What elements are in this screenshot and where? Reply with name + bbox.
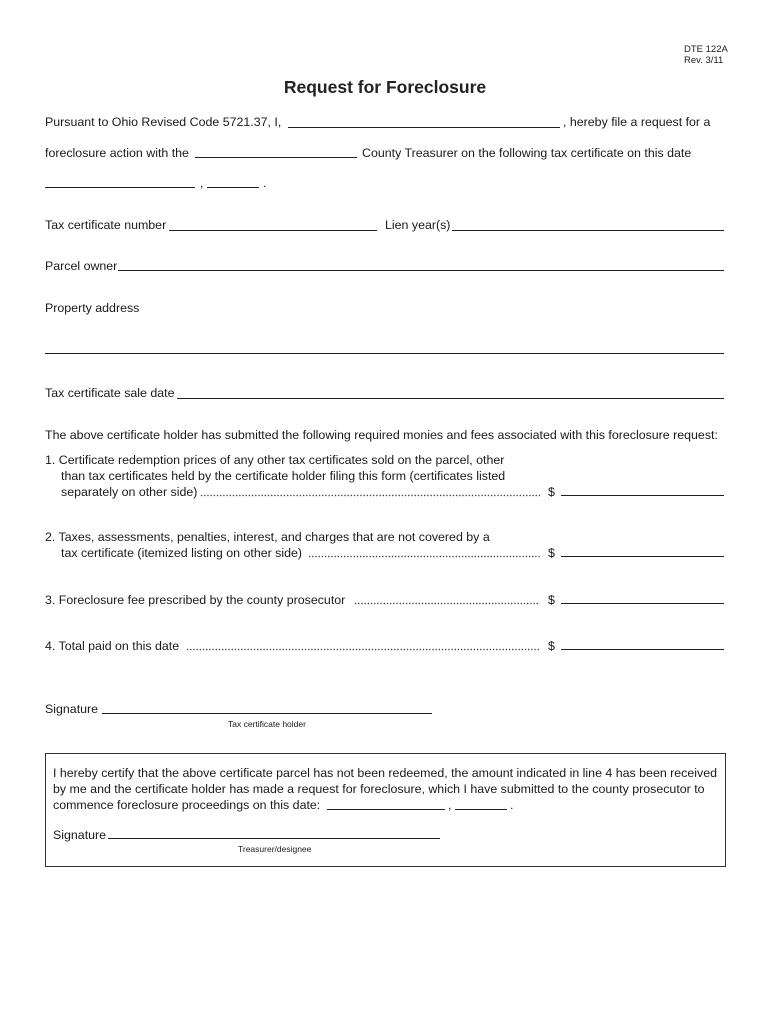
tax-certificate-number-label: Tax certificate number xyxy=(45,218,167,232)
item2-line1: 2. Taxes, assessments, penalties, interest, and charges that are not covered by a xyxy=(45,530,490,544)
item2-leader xyxy=(308,547,540,559)
form-number: DTE 122A xyxy=(684,44,728,55)
item3-amount-field[interactable] xyxy=(561,603,724,604)
item1-amount-field[interactable] xyxy=(561,495,724,496)
property-address-label: Property address xyxy=(45,301,140,315)
item3-leader xyxy=(354,594,540,606)
intro-line1-suffix: , hereby file a request for a xyxy=(563,115,711,129)
item3-line1: 3. Foreclosure fee prescribed by the county prosecutor xyxy=(45,593,346,607)
signature-label: Signature xyxy=(45,702,99,716)
treasurer-signature-caption: Treasurer/designee xyxy=(238,844,312,854)
treasurer-line3: commence foreclosure proceedings on this date: xyxy=(53,798,321,812)
holder-signature-field[interactable] xyxy=(102,713,432,714)
certification-year-field[interactable] xyxy=(455,809,507,810)
intro-line2-prefix: foreclosure action with the xyxy=(45,146,189,160)
item4-currency: $ xyxy=(548,639,555,653)
sale-date-field[interactable] xyxy=(177,398,724,399)
request-date-field[interactable] xyxy=(45,187,195,188)
treasurer-line1: I hereby certify that the above certificate parcel has not been redeemed, the amount indicated in line 4 has been received xyxy=(53,766,718,780)
item3-currency: $ xyxy=(548,593,555,607)
treasurer-line2: by me and the certificate holder has made a request for foreclosure, which I have submitted to the county prosecutor to xyxy=(53,782,705,796)
item1-line3: separately on other side) xyxy=(61,485,198,499)
item2-currency: $ xyxy=(548,546,555,560)
parcel-owner-field[interactable] xyxy=(118,270,724,271)
item2-amount-field[interactable] xyxy=(561,556,724,557)
certification-date-period: . xyxy=(510,798,514,812)
parcel-owner-label: Parcel owner xyxy=(45,259,118,273)
certification-date-field[interactable] xyxy=(327,809,445,810)
monies-intro: The above certificate holder has submitted the following required monies and fees associated with this foreclosure request: xyxy=(45,428,718,442)
item1-currency: $ xyxy=(548,485,555,499)
holder-name-field[interactable] xyxy=(288,127,560,128)
date-comma: , xyxy=(200,176,204,190)
county-field[interactable] xyxy=(195,157,357,158)
item1-leader xyxy=(200,486,540,498)
signature-caption: Tax certificate holder xyxy=(228,719,306,729)
intro-line1-prefix: Pursuant to Ohio Revised Code 5721.37, I, xyxy=(45,115,282,129)
request-year-field[interactable] xyxy=(207,187,259,188)
treasurer-signature-label: Signature xyxy=(53,828,107,842)
intro-line2-suffix: County Treasurer on the following tax certificate on this date xyxy=(362,146,692,160)
item1-line2: than tax certificates held by the certificate holder filing this form (certificates listed xyxy=(61,469,506,483)
item4-amount-field[interactable] xyxy=(561,649,724,650)
date-period: . xyxy=(263,176,267,190)
tax-certificate-number-field[interactable] xyxy=(169,230,377,231)
item1-line1: 1. Certificate redemption prices of any other tax certificates sold on the parcel, other xyxy=(45,453,505,467)
page-title: Request for Foreclosure xyxy=(283,77,487,97)
property-address-field[interactable] xyxy=(45,353,724,354)
revision-date: Rev. 3/11 xyxy=(684,55,724,66)
lien-years-field[interactable] xyxy=(452,230,724,231)
treasurer-signature-field[interactable] xyxy=(108,838,440,839)
sale-date-label: Tax certificate sale date xyxy=(45,386,175,400)
lien-years-label: Lien year(s) xyxy=(385,218,451,232)
item2-line2: tax certificate (itemized listing on other side) xyxy=(61,546,303,560)
item4-leader xyxy=(186,640,540,652)
certification-date-comma: , xyxy=(448,798,452,812)
item4-line1: 4. Total paid on this date xyxy=(45,639,180,653)
